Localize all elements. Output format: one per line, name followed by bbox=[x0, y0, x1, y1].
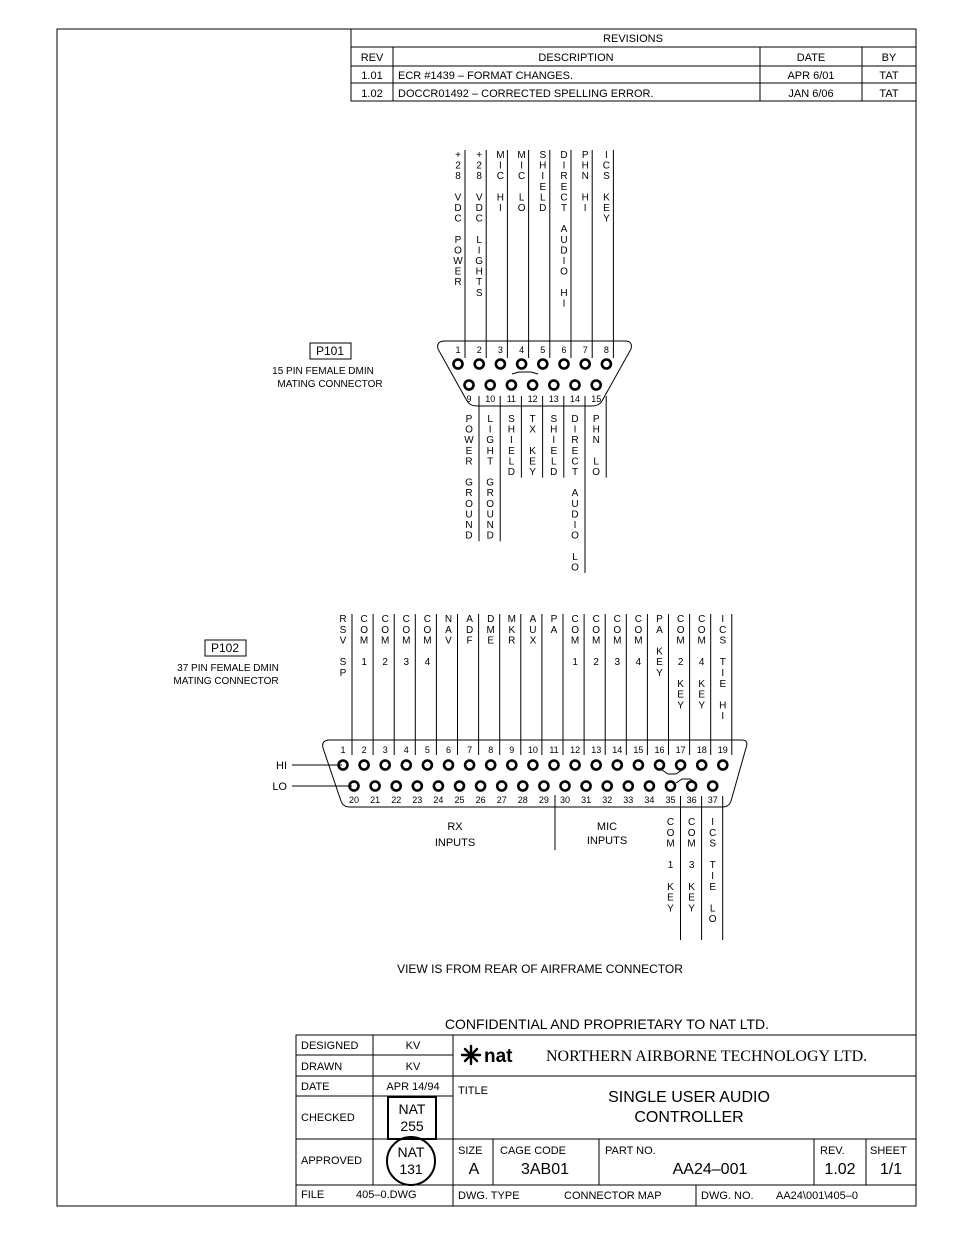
connector-pin bbox=[687, 782, 696, 791]
p102-top-wire-label: C O M 3 bbox=[613, 614, 622, 669]
pin-number: 3 bbox=[497, 345, 503, 355]
connector-pin bbox=[582, 782, 591, 791]
hi-label: HI bbox=[276, 760, 287, 772]
p102-top-wire-label: C O M 3 bbox=[402, 614, 411, 669]
connector-pin bbox=[538, 360, 547, 369]
p101-bottom-wire-label: L I G H T G R O U N D bbox=[486, 414, 495, 542]
sheet-label: SHEET bbox=[870, 1145, 907, 1157]
pin-number: 32 bbox=[602, 795, 613, 805]
date-cell: JAN 6/06 bbox=[788, 88, 834, 100]
p101-top-wire-label: M I C L O bbox=[517, 150, 526, 214]
p102-description: 37 PIN FEMALE DMIN bbox=[177, 663, 279, 674]
connector-pin bbox=[592, 761, 601, 770]
mic-label: INPUTS bbox=[586, 835, 628, 847]
pin-number: 5 bbox=[540, 345, 546, 355]
approved-stamp-text: NAT bbox=[397, 1144, 425, 1160]
pin-number: 15 bbox=[591, 394, 602, 404]
pin-number: 2 bbox=[476, 345, 482, 355]
by-cell: TAT bbox=[879, 88, 899, 100]
nat-logo-icon bbox=[462, 1046, 513, 1067]
connector-pin bbox=[475, 360, 484, 369]
pin-number: 12 bbox=[527, 394, 538, 404]
connector-pin bbox=[634, 761, 643, 770]
connector-pin bbox=[549, 381, 558, 390]
rx-label: INPUTS bbox=[434, 837, 476, 849]
connector-pin bbox=[517, 360, 526, 369]
lo-label: LO bbox=[272, 781, 287, 793]
p102-top-wire-label: C O M 2 bbox=[381, 614, 390, 669]
pin-number: 4 bbox=[403, 745, 409, 755]
pin-number: 9 bbox=[466, 394, 472, 404]
dwg-no-value: AA24\001\405–0 bbox=[776, 1190, 858, 1202]
p101-bottom-wire-label: P H N L O bbox=[592, 414, 601, 478]
rev-cell: 1.02 bbox=[361, 88, 383, 100]
connector-pin bbox=[402, 761, 411, 770]
p102-connector bbox=[173, 614, 746, 940]
connector-pin bbox=[708, 782, 717, 791]
date-header: DATE bbox=[796, 52, 826, 64]
company-name: NORTHERN AIRBORNE TECHNOLOGY LTD. bbox=[546, 1048, 868, 1065]
connector-pin bbox=[613, 761, 622, 770]
connector-pin bbox=[666, 782, 675, 791]
pin-number: 7 bbox=[582, 345, 588, 355]
by-header: BY bbox=[881, 52, 897, 64]
pin-number: 33 bbox=[623, 795, 634, 805]
description-header: DESCRIPTION bbox=[538, 52, 614, 64]
pin-number: 8 bbox=[488, 745, 494, 755]
pin-number: 25 bbox=[454, 795, 465, 805]
pin-number: 21 bbox=[370, 795, 381, 805]
pin-number: 10 bbox=[527, 745, 538, 755]
connector-pin bbox=[496, 360, 505, 369]
pin-number: 1 bbox=[340, 745, 346, 755]
connector-pin bbox=[602, 360, 611, 369]
p102-top-wire-label: M K R bbox=[507, 614, 516, 647]
pin-number: 28 bbox=[517, 795, 528, 805]
p101-top-wire-label: P H N H I bbox=[581, 150, 589, 214]
p101-bottom-wire-label: S H I E L D bbox=[507, 414, 516, 478]
p102-top-wire-label: C O M 4 bbox=[634, 614, 643, 669]
p101-bottom-wire-label: D I R E C T A U D I O L O bbox=[571, 414, 579, 574]
p102-top-wire-label: D M E bbox=[486, 614, 495, 647]
checked-stamp-text: 255 bbox=[400, 1118, 424, 1134]
pin-number: 26 bbox=[475, 795, 486, 805]
connector-pin bbox=[603, 782, 612, 791]
p102-jumper bbox=[662, 770, 682, 774]
pin-number: 30 bbox=[559, 795, 571, 805]
file-label: FILE bbox=[301, 1189, 325, 1201]
p101-description: MATING CONNECTOR bbox=[277, 379, 383, 390]
p101-top-wire-label: S H I E L D bbox=[539, 150, 547, 214]
p102-top-wire-label: C O M 1 bbox=[570, 614, 580, 669]
rev-label: REV. bbox=[820, 1145, 845, 1157]
connector-pin bbox=[381, 761, 390, 770]
p101-jumper bbox=[512, 372, 538, 374]
description-cell: ECR #1439 – FORMAT CHANGES. bbox=[398, 70, 574, 82]
p102-description: MATING CONNECTOR bbox=[173, 676, 279, 687]
pin-number: 36 bbox=[686, 795, 697, 805]
designed-value: KV bbox=[405, 1040, 421, 1052]
date-cell: APR 6/01 bbox=[787, 70, 835, 82]
p102-top-wire-label: C O M 1 bbox=[359, 614, 369, 669]
p101-top-wire-label: M I C H I bbox=[496, 150, 505, 214]
part-no-value: AA24–001 bbox=[672, 1161, 748, 1178]
p101-top-wire-label: + 2 8 V D C L I G H T S bbox=[475, 150, 484, 299]
p102-id: P102 bbox=[210, 641, 240, 655]
p102-top-wire-label: A U X bbox=[529, 614, 537, 647]
connector-pin bbox=[518, 782, 527, 791]
pin-number: 14 bbox=[612, 745, 623, 755]
by-cell: TAT bbox=[879, 70, 899, 82]
checked-label: CHECKED bbox=[301, 1112, 355, 1124]
rev-header: REV bbox=[360, 52, 384, 64]
pin-number: 11 bbox=[506, 394, 517, 404]
pin-number: 18 bbox=[696, 745, 707, 755]
size-value: A bbox=[468, 1161, 480, 1178]
designed-label: DESIGNED bbox=[301, 1040, 359, 1052]
p102-top-wire-label: N A V bbox=[444, 614, 453, 647]
size-label: SIZE bbox=[458, 1145, 483, 1157]
p101-top-wire-label: D I R E C T A U D I O H I bbox=[560, 150, 568, 310]
date-value: APR 14/94 bbox=[386, 1081, 440, 1093]
nat-logo-text: nat bbox=[484, 1046, 513, 1067]
connector-pin bbox=[486, 381, 495, 390]
revisions-title: REVISIONS bbox=[603, 33, 663, 45]
mic-label: MIC bbox=[596, 821, 618, 833]
p102-bottom-wire-label: C O M 3 K E Y bbox=[687, 817, 696, 915]
connector-pin bbox=[413, 782, 422, 791]
p101-bottom-wire-label: S H I E L D bbox=[550, 414, 558, 478]
pin-number: 23 bbox=[412, 795, 423, 805]
dwg-type-value: CONNECTOR MAP bbox=[564, 1190, 662, 1202]
p102-bottom-wire-label: I C S T I E L O bbox=[708, 817, 717, 926]
pin-number: 35 bbox=[665, 795, 676, 805]
connector-pin bbox=[655, 761, 664, 770]
p101-top-wire-label: + 2 8 V D C P O W E R bbox=[453, 150, 463, 289]
connector-pin bbox=[561, 782, 570, 791]
title-block bbox=[296, 1035, 916, 1206]
pin-number: 17 bbox=[675, 745, 686, 755]
connector-pin bbox=[486, 761, 495, 770]
connector-pin bbox=[539, 782, 548, 791]
pin-number: 9 bbox=[509, 745, 515, 755]
checked-stamp-text: NAT bbox=[398, 1101, 426, 1117]
connector-pin bbox=[507, 381, 516, 390]
pin-number: 27 bbox=[496, 795, 507, 805]
rev-value: 1.02 bbox=[824, 1161, 856, 1178]
description-cell: DOCCR01492 – CORRECTED SPELLING ERROR. bbox=[398, 88, 654, 100]
connector-pin bbox=[645, 782, 654, 791]
connector-pin bbox=[434, 782, 443, 791]
p102-top-wire-label: C O M 2 K E Y bbox=[676, 614, 685, 712]
connector-pin bbox=[571, 381, 580, 390]
approved-stamp-text: 131 bbox=[399, 1161, 423, 1177]
connector-pin bbox=[465, 381, 474, 390]
connector-pin bbox=[444, 761, 453, 770]
connector-pin bbox=[454, 360, 463, 369]
connector-pin bbox=[528, 381, 537, 390]
connector-pin bbox=[360, 761, 369, 770]
pin-number: 13 bbox=[591, 745, 602, 755]
pin-number: 37 bbox=[707, 795, 718, 805]
p102-top-wire-label: C O M 2 bbox=[592, 614, 601, 669]
connector-pin bbox=[476, 782, 485, 791]
p102-top-wire-label: C O M 4 K E Y bbox=[697, 614, 706, 712]
pin-number: 6 bbox=[561, 345, 567, 355]
p102-top-wire-label: I C S T I E H I bbox=[719, 614, 727, 723]
p102-bottom-wire-label: C O M 1 K E Y bbox=[666, 817, 675, 915]
pin-number: 3 bbox=[382, 745, 388, 755]
p101-bottom-wire-label: T X K E Y bbox=[529, 414, 536, 478]
dwg-no-label: DWG. NO. bbox=[701, 1190, 754, 1202]
connector-pin bbox=[423, 761, 432, 770]
connector-pin bbox=[571, 761, 580, 770]
pin-number: 34 bbox=[644, 795, 655, 805]
connector-pin bbox=[560, 360, 569, 369]
connector-pin bbox=[697, 761, 706, 770]
rx-label: RX bbox=[447, 821, 463, 833]
p101-id: P101 bbox=[315, 344, 345, 358]
p101-bottom-wire-label: P O W E R G R O U N D bbox=[464, 414, 474, 542]
rev-cell: 1.01 bbox=[361, 70, 383, 82]
p102-top-wire-label: P A K E Y bbox=[656, 614, 663, 679]
pin-number: 13 bbox=[548, 394, 559, 404]
drawing-title: SINGLE USER AUDIO bbox=[608, 1089, 770, 1106]
pin-number: 29 bbox=[538, 795, 549, 805]
pin-number: 14 bbox=[569, 394, 581, 404]
p101-description: 15 PIN FEMALE DMIN bbox=[272, 366, 374, 377]
pin-number: 6 bbox=[445, 745, 452, 755]
connector-pin bbox=[592, 381, 601, 390]
pin-number: 19 bbox=[717, 745, 728, 755]
connector-pin bbox=[371, 782, 380, 791]
pin-number: 24 bbox=[433, 795, 444, 805]
cage-code-label: CAGE CODE bbox=[500, 1145, 567, 1157]
connector-pin bbox=[497, 782, 506, 791]
revisions-table bbox=[351, 29, 916, 101]
p102-top-wire-label: A D F bbox=[465, 614, 474, 647]
pin-number: 2 bbox=[361, 745, 367, 755]
date-label: DATE bbox=[301, 1081, 330, 1093]
connector-pin bbox=[624, 782, 633, 791]
p101-connector bbox=[272, 150, 631, 573]
approved-label: APPROVED bbox=[301, 1155, 363, 1167]
pin-number: 11 bbox=[549, 745, 559, 755]
p101-top-wire-label: I C S K E Y bbox=[602, 150, 611, 225]
pin-number: 22 bbox=[391, 795, 402, 805]
file-value: 405–0.DWG bbox=[356, 1189, 417, 1201]
pin-number: 15 bbox=[633, 745, 644, 755]
pin-number: 8 bbox=[603, 345, 609, 355]
connector-pin bbox=[455, 782, 464, 791]
connector-pin bbox=[465, 761, 474, 770]
part-no-label: PART NO. bbox=[605, 1145, 656, 1157]
confidential-notice: CONFIDENTIAL AND PROPRIETARY TO NAT LTD. bbox=[444, 1016, 770, 1032]
connector-pin bbox=[718, 761, 727, 770]
connector-pin bbox=[676, 761, 685, 770]
p102-top-wire-label: R S V S P bbox=[339, 614, 347, 679]
drawing-title: CONTROLLER bbox=[634, 1109, 744, 1126]
title-label: TITLE bbox=[458, 1085, 488, 1097]
connector-pin bbox=[507, 761, 516, 770]
pin-number: 20 bbox=[348, 795, 360, 805]
sheet-value: 1/1 bbox=[879, 1161, 903, 1178]
pin-number: 5 bbox=[424, 745, 430, 755]
pin-number: 31 bbox=[581, 795, 592, 805]
p102-top-wire-label: P A bbox=[550, 614, 558, 636]
p102-top-wire-label: C O M 4 bbox=[423, 614, 432, 669]
drawn-label: DRAWN bbox=[301, 1061, 343, 1073]
pin-number: 4 bbox=[519, 345, 525, 355]
pin-number: 1 bbox=[455, 345, 461, 355]
dwg-type-label: DWG. TYPE bbox=[458, 1190, 520, 1202]
connector-pin bbox=[581, 360, 590, 369]
connector-pin bbox=[528, 761, 537, 770]
drawn-value: KV bbox=[405, 1061, 421, 1073]
pin-number: 16 bbox=[654, 745, 665, 755]
view-note: VIEW IS FROM REAR OF AIRFRAME CONNECTOR bbox=[397, 962, 683, 976]
cage-code-value: 3AB01 bbox=[520, 1161, 570, 1178]
pin-number: 12 bbox=[570, 745, 581, 755]
connector-pin bbox=[392, 782, 401, 791]
pin-number: 7 bbox=[467, 745, 473, 755]
connector-pin bbox=[550, 761, 559, 770]
pin-number: 10 bbox=[485, 394, 496, 404]
